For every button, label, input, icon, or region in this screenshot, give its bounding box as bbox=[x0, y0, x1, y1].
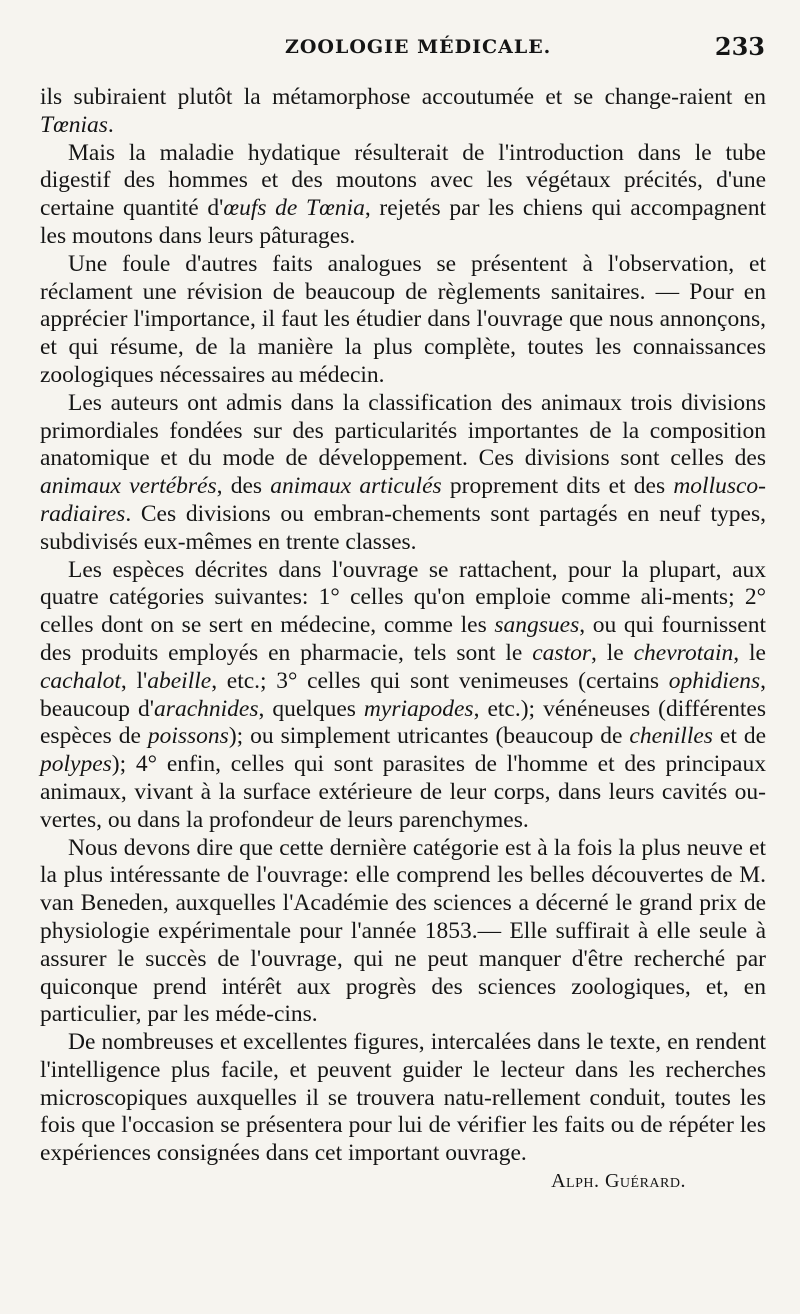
body-text bbox=[40, 84, 766, 1196]
paragraph: Nous devons dire que cette dernière catégorie est à la fois la plus neuve et la plus intéressante de l'ouvrage: elle comprend les belles découvertes de M. van Beneden, auxquelles l'Académie des sciences a décerné le grand prix de physiologie expérimentale pour l'année 1853.— Elle suffirait à elle seule à assurer le succès de l'ouvrage, qui ne peut manquer d'être recherché par quiconque prend intérêt aux progrès des sciences zoologiques, et, en particulier, par les méde-cins. bbox=[40, 834, 766, 1028]
paragraph: Une foule d'autres faits analogues se présentent à l'observation, et réclament une révision de beaucoup de règlements sanitaires. — Pour en apprécier l'importance, il faut les étudier dans l'ouvrage que nous annonçons, et qui résume, de la manière la plus complète, toutes les connaissances zoologiques nécessaires au médecin. bbox=[40, 250, 766, 388]
paragraph: Mais la maladie hydatique résulterait de l'introduction dans le tube digestif des hommes et des moutons avec les végétaux précités, d'une certaine quantité d'œufs de Tœnia, rejetés par les chiens qui accompagnent les moutons dans leurs pâturages. bbox=[40, 139, 766, 249]
paragraph: Les auteurs ont admis dans la classification des animaux trois divisions primordiales fondées sur des particularités importantes de la composition anatomique et du mode de développement. Ces divisions sont celles des animaux vertébrés, des animaux articulés proprement dits et des mollusco-radiaires. Ces divisions ou embran-chements sont partagés en neuf types, subdivisés eux-mêmes en trente classes. bbox=[40, 389, 767, 555]
paragraph: ils subiraient plutôt la métamorphose accoutumée et se change-raient en Tœnias. bbox=[40, 84, 766, 138]
running-title: ZOOLOGIE MÉDICALE. bbox=[285, 36, 552, 58]
page-header bbox=[40, 32, 765, 72]
paragraph: Les espèces décrites dans l'ouvrage se rattachent, pour la plupart, aux quatre catégories suivantes: 1° celles qu'on emploie comme ali-ments; 2° celles dont on se sert en médecine, comme les sangsues, ou qui fournissent des produits employés en pharmacie, tels sont le castor, le chevrotain, le cachalot, l'abeille, etc.; 3° celles qui sont venimeuses (certains ophidiens, beaucoup d'arachnides, quelques myriapodes, etc.); vénéneuses (différentes espèces de poissons); ou simplement utricantes (beaucoup de chenilles et de polypes); 4° enfin, celles qui sont parasites de l'homme et des principaux animaux, vivant à la surface extérieure de leur corps, dans leurs cavités ou-vertes, ou dans la profondeur de leurs parenchymes. bbox=[40, 556, 766, 833]
paragraph: De nombreuses et excellentes figures, intercalées dans le texte, en rendent l'intelligence plus facile, et peuvent guider le lecteur dans les recherches microscopiques auxquelles il se trouvera natu-rellement conduit, toutes les fois que l'occasion se présentera pour lui de vérifier les faits ou de répéter les expériences consignées dans cet important ouvrage. Alph. Guérard. bbox=[40, 1029, 766, 1168]
author-signature: Alph. Guérard. bbox=[551, 1170, 686, 1193]
page-number: 233 bbox=[714, 32, 765, 61]
